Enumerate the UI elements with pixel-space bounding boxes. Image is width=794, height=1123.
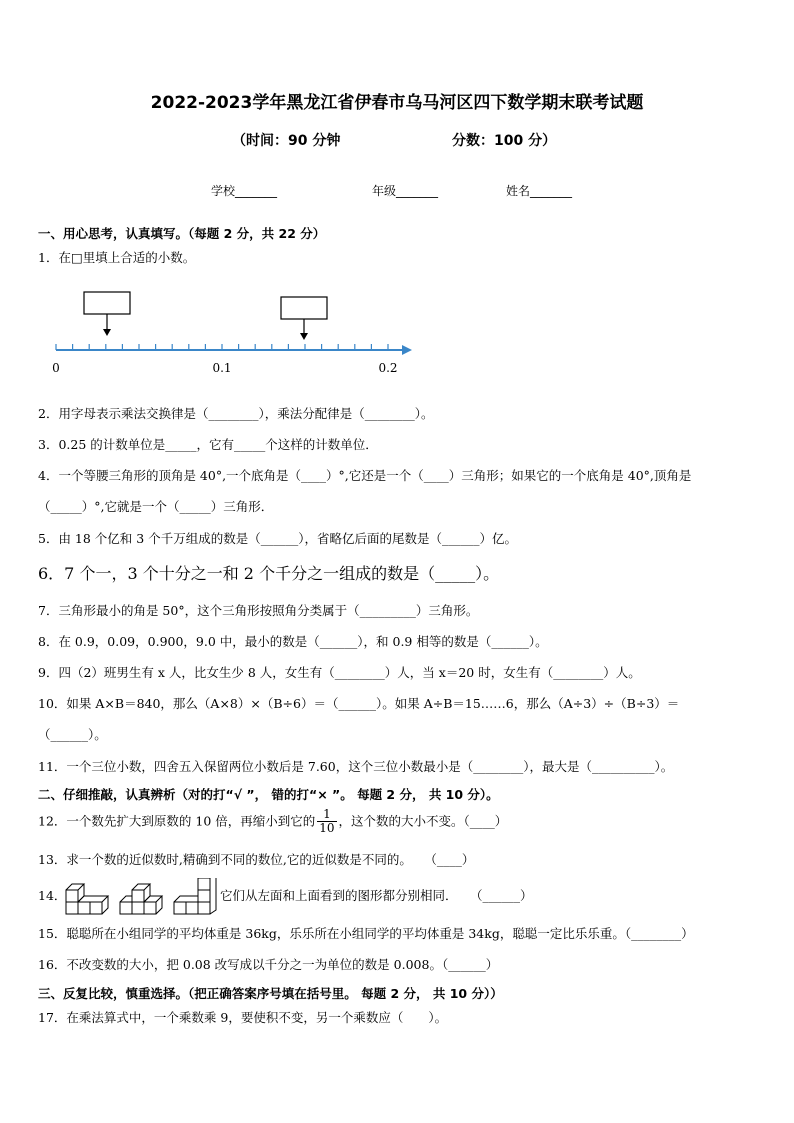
question-15: 15．聪聪所在小组同学的平均体重是 36kg，乐乐所在小组同学的平均体重是 34kg，聪聪一定比乐乐重。（________）	[38, 926, 694, 941]
question-17: 17．在乘法算式中，一个乘数乘 9，要使积不变，另一个乘数应（ ）。	[38, 1010, 448, 1025]
name-field[interactable]: 姓名_______	[506, 184, 573, 198]
question-10-line-1: 10．如果 A×B＝840，那么（A×8）×（B÷6）＝（______）。如果 A÷B＝15……6，那么（A÷3）÷（B÷3）＝	[38, 696, 680, 711]
question-1: 1．在□里填上合适的小数。	[38, 250, 196, 265]
page-title: 2022-2023学年黑龙江省伊春市乌马河区四下数学期末联考试题	[150, 93, 644, 113]
time-label: （时间：90 分钟	[232, 133, 341, 149]
answer-box-1	[84, 292, 130, 314]
question-4-line-1: 4．一个等腰三角形的顶角是 40°,一个底角是（____）°,它还是一个（____）三角形；如果它的一个底角是 40°,顶角是	[38, 468, 692, 483]
fraction-denominator: 10	[319, 821, 335, 835]
question-4-line-2: （_____）°,它就是一个（_____）三角形．	[38, 499, 274, 514]
question-2: 2．用字母表示乘法交换律是（________），乘法分配律是（________）。	[38, 406, 434, 421]
number-line-ticks	[56, 344, 388, 350]
question-3: 3．0.25 的计数单位是_____，它有_____个这样的计数单位．	[38, 437, 378, 452]
tick-label-0.2: 0.2	[378, 361, 398, 375]
tick-label-0.1: 0.1	[212, 361, 232, 375]
question-11: 11．一个三位小数，四舍五入保留两位小数后是 7.60，这个三位小数最小是（________），最大是（__________）。	[38, 759, 674, 774]
cube-stacks-figure	[64, 878, 224, 916]
fraction-one-tenth	[317, 808, 336, 835]
score-label: 分数：100 分）	[452, 133, 557, 149]
question-8: 8．在 0.9，0.09，0.900，9.0 中，最小的数是（______），和 0.9 相等的数是（______）。	[38, 634, 548, 649]
grade-field[interactable]: 年级_______	[372, 184, 439, 198]
section-2-heading: 二、仔细推敲，认真辨析（对的打“√ ”， 错的打“× ”。 每题 2 分， 共 10 分）。	[38, 787, 499, 802]
number-line-figure	[50, 285, 420, 385]
tick-label-0: 0	[52, 361, 60, 375]
question-12	[38, 808, 507, 835]
question-12-text-pre: 12．一个数先扩大到原数的 10 倍，再缩小到它的	[38, 813, 316, 829]
answer-box-2	[281, 297, 327, 319]
question-7: 7．三角形最小的角是 50°，这个三角形按照角分类属于（_________）三角形。	[38, 603, 479, 618]
section-1-heading: 一、用心思考，认真填写。（每题 2 分，共 22 分）	[38, 226, 326, 241]
question-16: 16．不改变数的大小，把 0.08 改写成以千分之一为单位的数是 0.008。（______）	[38, 957, 499, 972]
school-field[interactable]: 学校_______	[211, 184, 278, 198]
question-14-number: 14．	[38, 888, 67, 903]
question-5: 5．由 18 个亿和 3 个千万组成的数是（______），省略亿后面的尾数是（______）亿。	[38, 531, 517, 546]
question-10-line-2: （______）。	[38, 727, 107, 742]
question-9: 9．四（2）班男生有 x 人，比女生少 8 人，女生有（________）人，当 x＝20 时，女生有（________）人。	[38, 665, 641, 680]
question-6: 6．7 个一，3 个十分之一和 2 个千分之一组成的数是（_____）。	[38, 564, 500, 583]
question-14-text: 它们从左面和上面看到的图形都分别相同． （______）	[220, 888, 533, 903]
section-3-heading: 三、反复比较，慎重选择。（把正确答案序号填在括号里。 每题 2 分， 共 10 分））	[38, 986, 503, 1001]
question-13: 13．求一个数的近似数时,精确到不同的数位,它的近似数是不同的。 （____）	[38, 852, 475, 867]
fraction-numerator: 1	[317, 808, 336, 822]
question-12-text-post: ，这个数的大小不变。（____）	[338, 813, 508, 829]
